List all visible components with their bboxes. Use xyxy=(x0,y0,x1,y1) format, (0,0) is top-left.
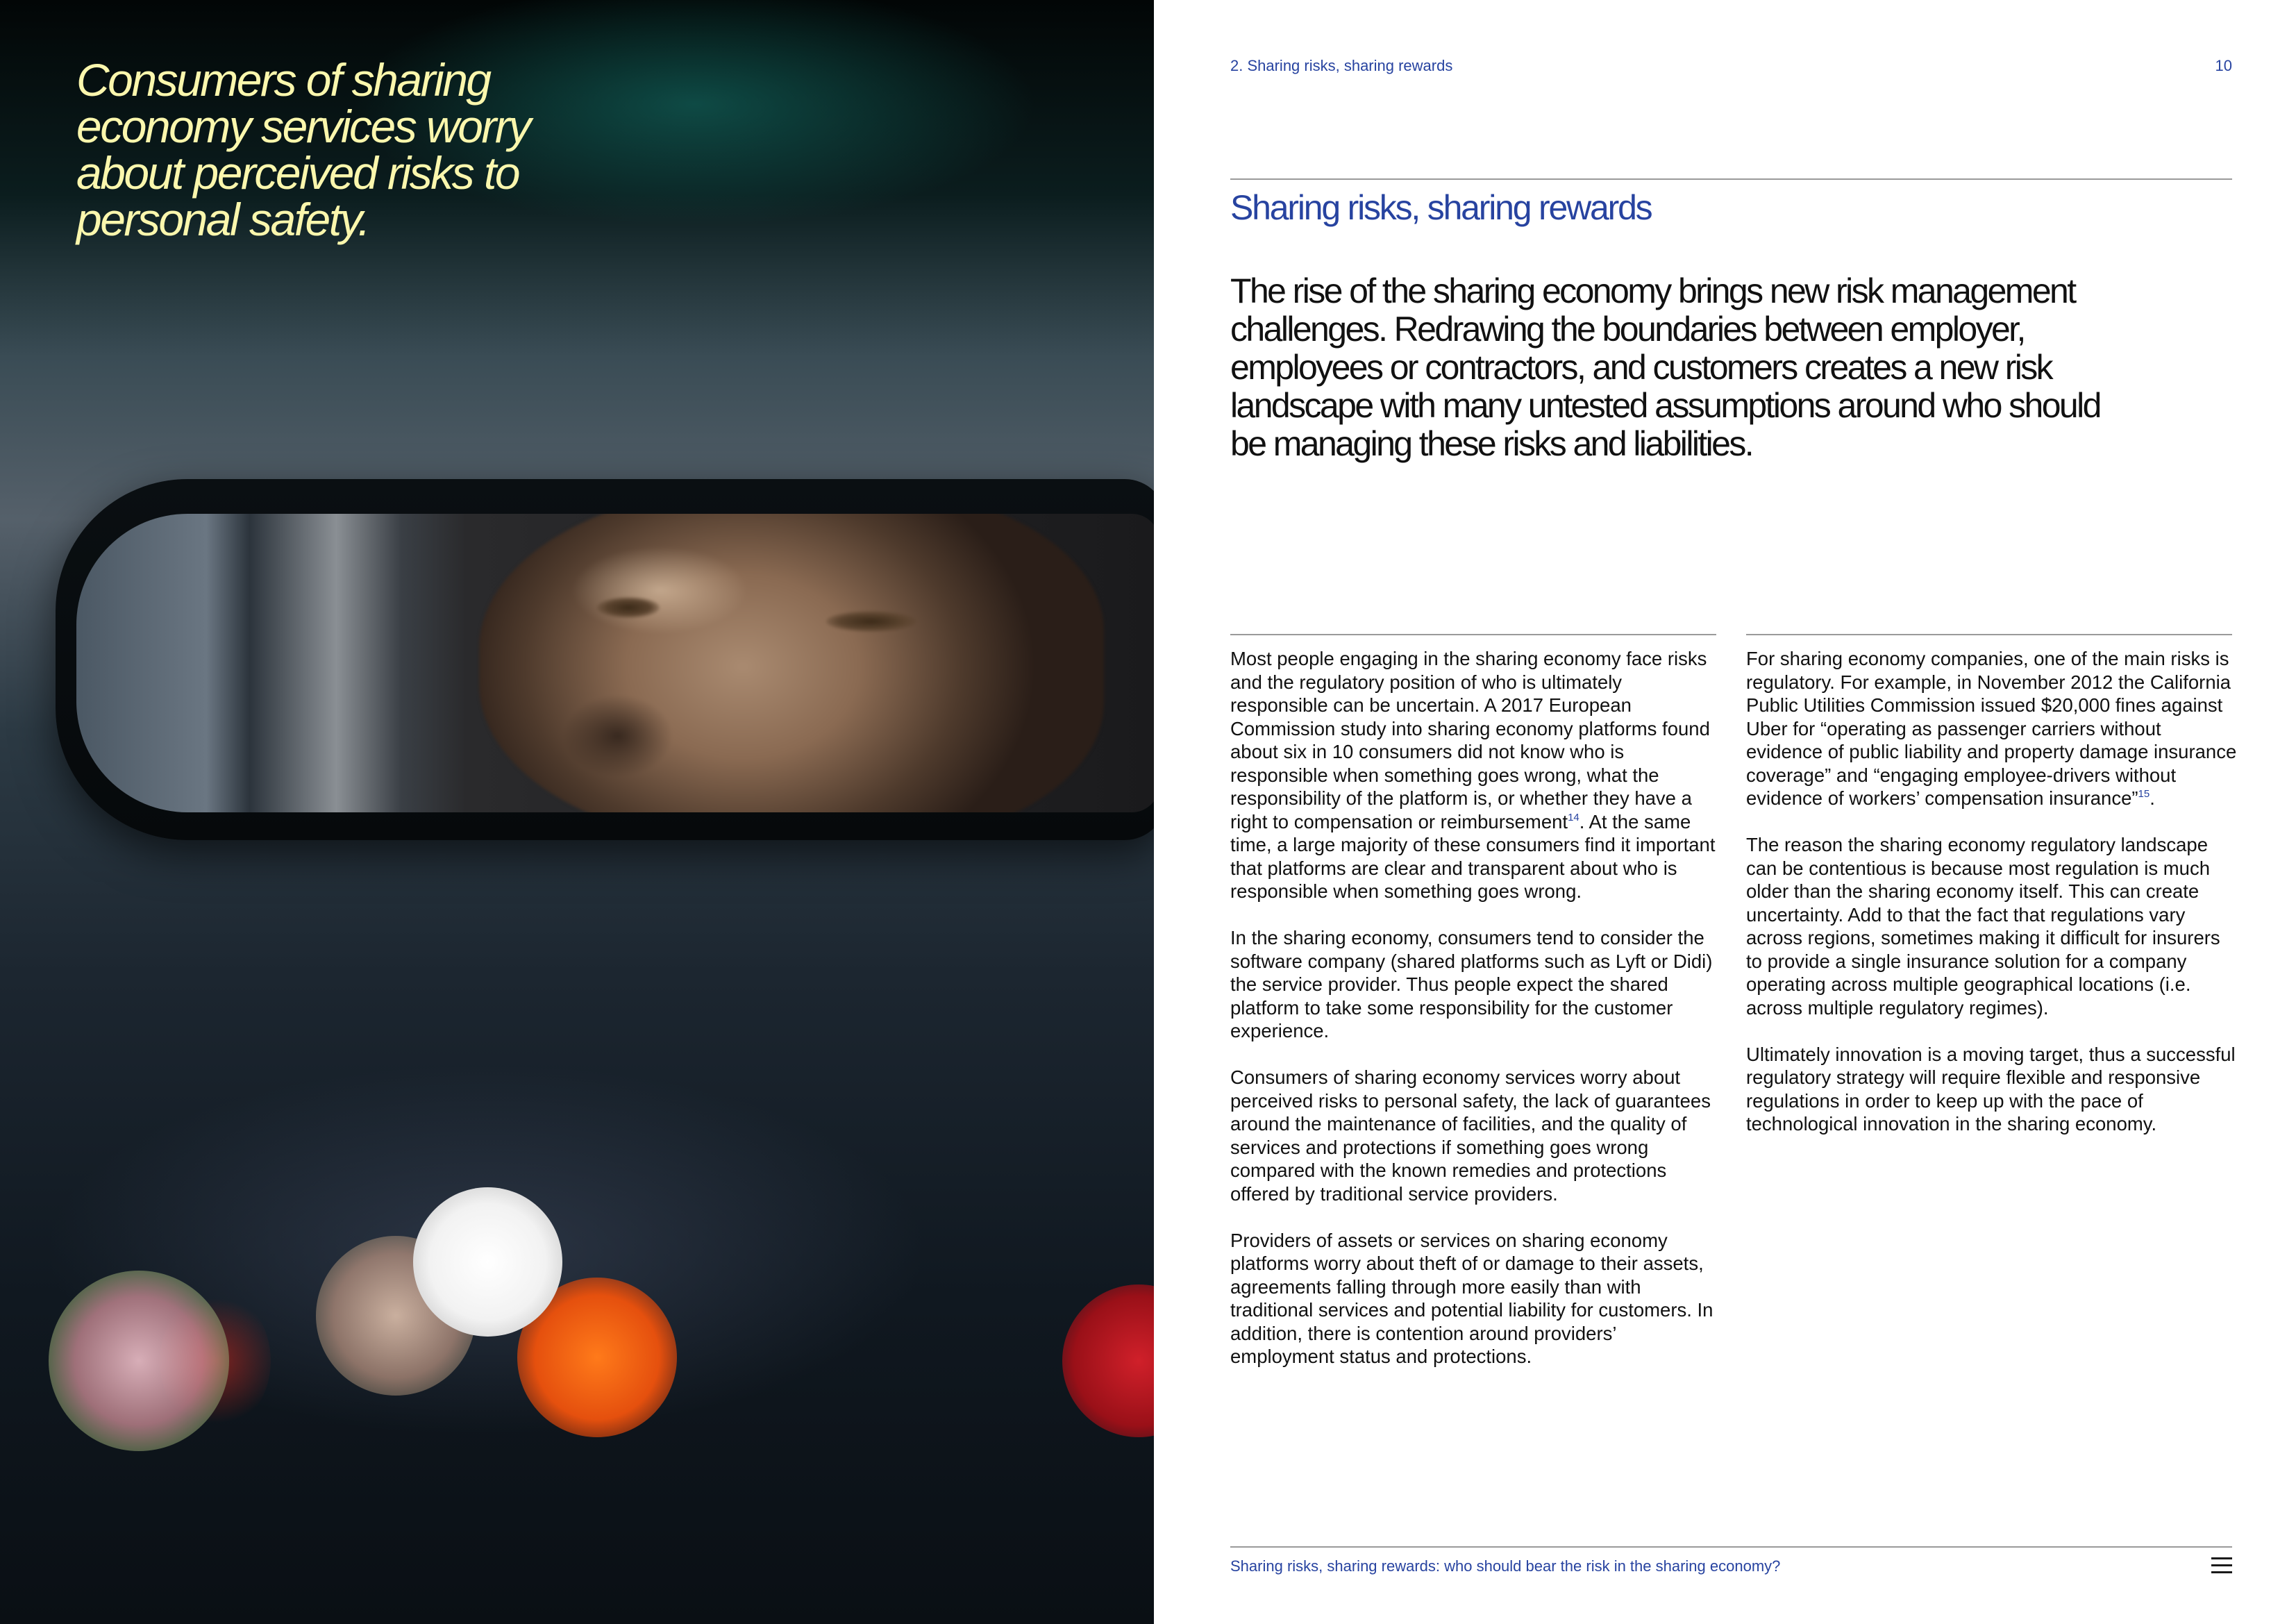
body-text: For sharing economy companies, one of the main risks is regulatory. For example, in November 2012 the California Public Utilities Commission issued $20,000 fines against Uber for “operating as passenger carriers without evidence of public liability and property damage insurance coverage” and “engaging employee-drivers without evidence of workers’ compensation insurance” xyxy=(1746,648,2237,809)
driver-eye xyxy=(597,597,660,618)
bokeh-light xyxy=(413,1187,562,1337)
pull-quote-headline: Consumers of sharing economy services worry about perceived risks to personal safety. xyxy=(76,54,530,245)
body-text: . At the same time, a large majority of these consumers find it important that platforms are clear and transparent about who is responsible when something goes wrong. xyxy=(1230,810,1716,902)
driver-nose-shadow xyxy=(562,694,673,778)
divider xyxy=(1230,1546,2232,1548)
section-title: Sharing risks, sharing rewards xyxy=(1230,188,1652,227)
body-paragraph: Providers of assets or services on sharing economy platforms worry about theft of or damage to their assets, agreements falling through more easily than with traditional services and potential liability for customers. In addition, there is contention around providers’ employment status and protections. xyxy=(1230,1229,1713,1367)
body-paragraph: In the sharing economy, consumers tend to consider the software company (shared platforms such as Lyft or Didi) the service provider. Thus people expect the shared platform to take some responsibility for the customer experience. xyxy=(1230,927,1713,1041)
divider xyxy=(1230,634,1716,635)
body-paragraph xyxy=(1746,647,2239,810)
lede-paragraph: The rise of the sharing economy brings new risk management challenges. Redrawing the boundaries between employer, employees or contractors, and customers creates a new risk landscape with many untested assumptions around who should be managing these risks and liabilities. xyxy=(1230,271,2100,463)
body-text: . xyxy=(2150,787,2155,809)
driver-face-reflection xyxy=(479,514,1104,812)
body-paragraph xyxy=(1230,647,1723,903)
body-paragraph: Consumers of sharing economy services worry about perceived risks to personal safety, the lack of guarantees around the maintenance of facilities, and the quality of services and protections if something goes wrong compared with the known remedies and protections offered by traditional service providers. xyxy=(1230,1066,1711,1205)
body-column-right xyxy=(1746,647,2239,1159)
driver-eye xyxy=(826,611,916,632)
mirror-reflection xyxy=(76,514,1154,812)
divider xyxy=(1746,634,2232,635)
footnote-reference[interactable]: 14 xyxy=(1568,811,1579,823)
body-text: Most people engaging in the sharing economy face risks and the regulatory position of who is ultimately responsible can be uncertain. A 2017 European Commission study into sharing economy platforms found about six in 10 consumers did not know who is responsible when something goes wrong, what the responsibility of the platform is, or whether they have a right to compensation or reimbursement xyxy=(1230,648,1710,832)
hamburger-menu-icon[interactable] xyxy=(2211,1557,2232,1574)
body-paragraph: The reason the sharing economy regulatory landscape can be contentious is because most regulation is much older than the sharing economy itself. This can create uncertainty. Add to that the fact that regulations vary across regions, sometimes making it difficult for insurers to provide a single insurance solution for a company operating across multiple geographical locations (i.e. across multiple regulatory regimes). xyxy=(1746,834,2220,1019)
body-paragraph: Ultimately innovation is a moving target, thus a successful regulatory strategy will require flexible and responsive regulations in order to keep up with the pace of technological innovation in the sharing economy. xyxy=(1746,1043,2236,1135)
footnote-reference[interactable]: 15 xyxy=(2138,788,2150,800)
footer-document-title: Sharing risks, sharing rewards: who should bear the risk in the sharing economy? xyxy=(1230,1557,1781,1575)
running-head: 2. Sharing risks, sharing rewards xyxy=(1230,57,1453,74)
bokeh-light xyxy=(49,1271,229,1451)
page-number: 10 xyxy=(2215,57,2232,74)
body-column-left xyxy=(1230,647,1723,1391)
bokeh-light xyxy=(1062,1284,1154,1437)
divider xyxy=(1230,178,2232,180)
